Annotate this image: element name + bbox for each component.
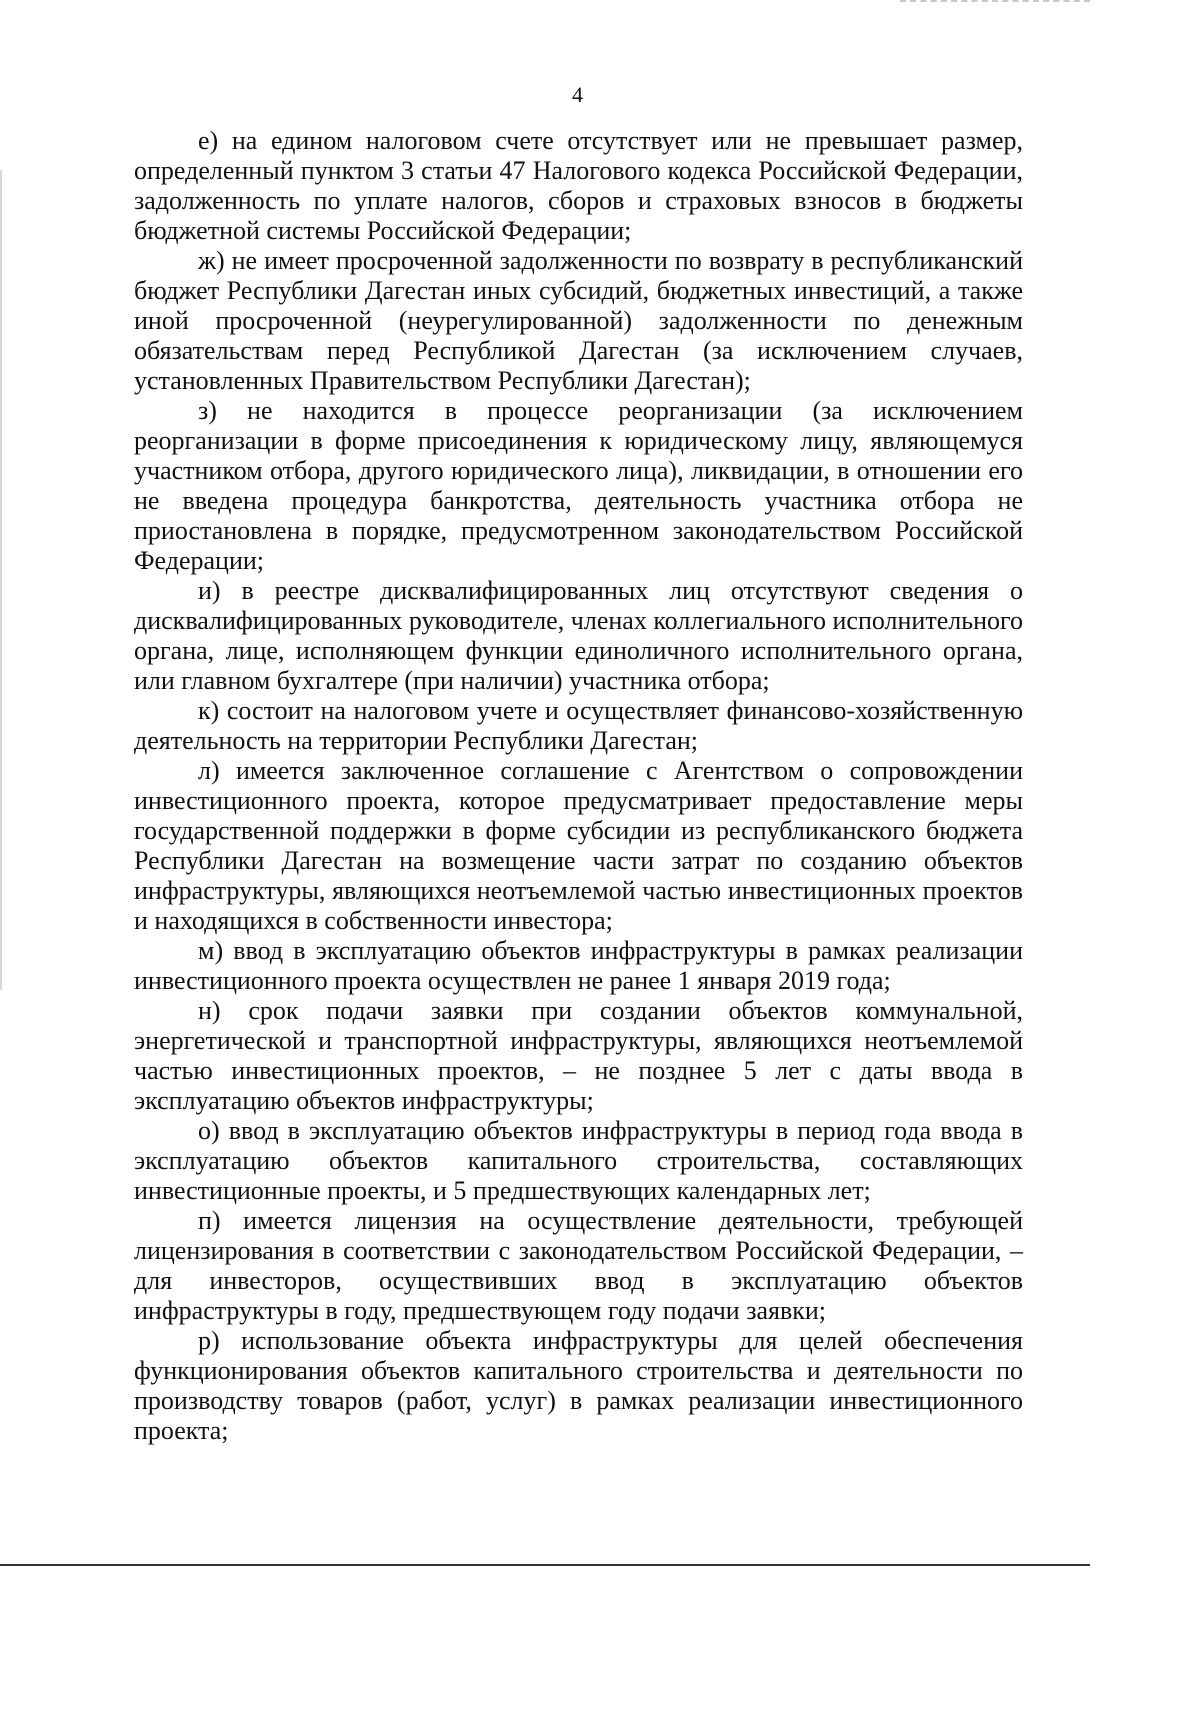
paragraph-r: р) использование объекта инфраструктуры для целей обеспечения функционирования объектов капитального строительства и деятельности по производству товаров (работ, услуг) в рамках реализации инвестиционного проекта;: [134, 1326, 1023, 1445]
page-number: 4: [572, 82, 583, 107]
scan-edge-bottom: [0, 1564, 1090, 1566]
paragraph-n: н) срок подачи заявки при создании объектов коммунальной, энергетической и транспортной инфраструктуры, являющихся неотъемлемой частью инвестиционных проектов, – не позднее 5 лет с даты ввода в эксплуатацию объектов инфраструктуры;: [134, 996, 1023, 1115]
paragraph-i: и) в реестре дисквалифицированных лиц отсутствуют сведения о дисквалифицированных руководителе, членах коллегиального исполнительного органа, лице, исполняющем функции единоличного исполнительного органа, или главном бухгалтере (при наличии) участника отбора;: [134, 576, 1023, 695]
paragraph-e: е) на едином налоговом счете отсутствует или не превышает размер, определенный пунктом 3 статьи 47 Налогового кодекса Российской Федерации, задолженность по уплате налогов, сборов и страховых взносов в бюджеты бюджетной системы Российской Федерации;: [134, 126, 1023, 245]
scan-edge-top: [900, 0, 1090, 4]
paragraph-m: м) ввод в эксплуатацию объектов инфраструктуры в рамках реализации инвестиционного проекта осуществлен не ранее 1 января 2019 года;: [134, 936, 1023, 995]
paragraph-o: о) ввод в эксплуатацию объектов инфраструктуры в период года ввода в эксплуатацию объектов капитального строительства, составляющих инвестиционные проекты, и 5 предшествующих календарных лет;: [134, 1116, 1023, 1205]
document-body: [134, 126, 1023, 1446]
paragraph-l: л) имеется заключенное соглашение с Агентством о сопровождении инвестиционного проекта, которое предусматривает предоставление меры государственной поддержки в форме субсидии из республиканского бюджета Республики Дагестан на возмещение части затрат по созданию объектов инфраструктуры, являющихся неотъемлемой частью инвестиционных проектов и находящихся в собственности инвестора;: [134, 756, 1023, 935]
paragraph-k: к) состоит на налоговом учете и осуществляет финансово-хозяйственную деятельность на территории Республики Дагестан;: [134, 696, 1023, 755]
scan-edge-left: [0, 170, 2, 990]
paragraph-zh: ж) не имеет просроченной задолженности по возврату в республиканский бюджет Республики Дагестан иных субсидий, бюджетных инвестиций, а также иной просроченной (неурегулированной) задолженности по денежным обязательствам перед Республикой Дагестан (за исключением случаев, установленных Правительством Республики Дагестан);: [134, 246, 1023, 395]
paragraph-p: п) имеется лицензия на осуществление деятельности, требующей лицензирования в соответствии с законодательством Российской Федерации, – для инвесторов, осуществивших ввод в эксплуатацию объектов инфраструктуры в году, предшествующем году подачи заявки;: [134, 1206, 1023, 1325]
paragraph-z: з) не находится в процессе реорганизации (за исключением реорганизации в форме присоединения к юридическому лицу, являющемуся участником отбора, другого юридического лица), ликвидации, в отношении его не введена процедура банкротства, деятельность участника отбора не приостановлена в порядке, предусмотренном законодательством Российской Федерации;: [134, 396, 1023, 575]
